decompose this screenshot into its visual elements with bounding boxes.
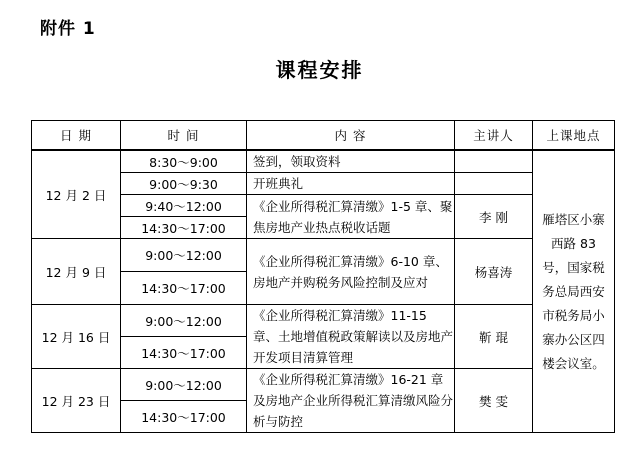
time-cell: 14:30～17:00 [121,337,247,369]
date-cell: 12 月 2 日 [32,151,121,239]
column-header-speaker: 主讲人 [455,121,533,150]
column-header-date: 日 期 [32,121,121,150]
table-row [32,151,615,173]
column-header-content: 内 容 [247,121,455,150]
schedule-table [31,120,615,433]
table-row [32,239,615,272]
content-cell: 《企业所得税汇算清缴》11-15 章、土地增值税政策解读以及房地产开发项目清算管理 [247,305,455,369]
content-cell: 《企业所得税汇算清缴》1-5 章、聚焦房地产业热点税收话题 [247,195,455,239]
table-row [32,369,615,401]
attachment-label: 附件 1 [40,19,96,39]
location-cell: 雁塔区小寨西路 83 号，国家税务总局西安市税务局小寨办公区四楼会议室。 [533,151,615,433]
date-cell: 12 月 9 日 [32,239,121,305]
column-header-location: 上课地点 [533,121,615,150]
time-cell: 9:00～12:00 [121,369,247,401]
time-cell: 9:00～9:30 [121,173,247,195]
content-cell: 签到，领取资料 [247,151,455,173]
content-cell: 《企业所得税汇算清缴》6-10 章、房地产并购税务风险控制及应对 [247,239,455,305]
table-row [32,305,615,337]
time-cell: 8:30～9:00 [121,151,247,173]
speaker-cell-empty [455,173,533,195]
date-cell: 12 月 16 日 [32,305,121,369]
time-cell: 14:30～17:00 [121,217,247,239]
header-row [32,121,615,150]
time-cell: 14:30～17:00 [121,272,247,305]
date-cell: 12 月 23 日 [32,369,121,433]
column-header-time: 时 间 [121,121,247,150]
speaker-cell: 杨喜涛 [455,239,533,305]
content-cell: 开班典礼 [247,173,455,195]
time-cell: 9:00～12:00 [121,305,247,337]
page-title: 课程安排 [275,58,364,82]
time-cell: 9:40～12:00 [121,195,247,217]
content-cell: 《企业所得税汇算清缴》16-21 章及房地产企业所得税汇算清缴风险分析与防控 [247,369,455,433]
speaker-cell: 靳 琨 [455,305,533,369]
time-cell: 9:00～12:00 [121,239,247,272]
speaker-cell: 樊 雯 [455,369,533,433]
time-cell: 14:30～17:00 [121,401,247,433]
speaker-cell: 李 刚 [455,195,533,239]
speaker-cell-empty [455,151,533,173]
